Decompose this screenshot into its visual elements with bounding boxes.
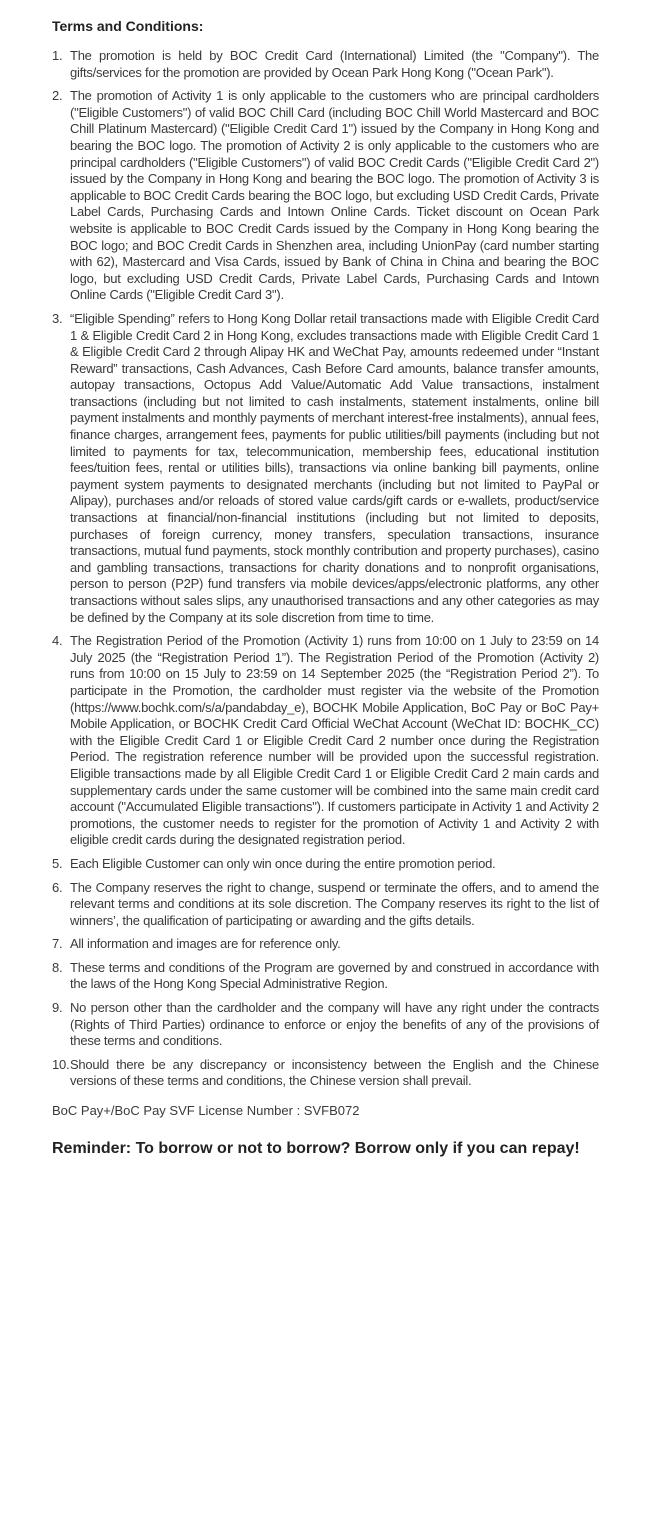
term-number: 4. (52, 633, 63, 649)
term-text: The Registration Period of the Promotion (Activity 1) runs from 10:00 on 1 July to 23:59 on 14 July 2025 (the “Registration Period 1”). The Registration Period of the Promotion (Activity 2) runs from 10:00 on 15 July to 23:59 on 14 September 2025 (the “Registration Period 2”). To participate in the Promotion, the cardholder must register via the website of the Promotion (https://www.bochk.com/s/a/pandabday_e), BOCHK Mobile Application, BoC Pay or BoC Pay+ Mobile Application, or BOCHK Credit Card Official WeChat Account (WeChat ID: BOCHK_CC) with the Eligible Credit Card 1 or Eligible Credit Card 2 number once during the Registration Period. The registration reference number will be provided upon the successful registration. Eligible transactions made by all Eligible Credit Card 1 or Eligible Credit Card 2 main cards and supplementary cards under the same customer will be combined into the same main credit card account ("Accumulated Eligible transactions"). If customers participate in Activity 1 and Activity 2 promotions, the customer needs to register for the promotion of Activity 1 and Activity 2 with eligible credit cards during the designated registration period. (70, 633, 599, 848)
terms-item (52, 48, 599, 81)
term-number: 2. (52, 88, 63, 104)
term-number: 9. (52, 1000, 63, 1016)
terms-item (52, 936, 599, 953)
term-number: 3. (52, 310, 63, 326)
term-text: The promotion of Activity 1 is only applicable to the customers who are principal cardholders ("Eligible Customers") of valid BOC Chill Card (including BOC Chill World Mastercard and BOC Chill Platinum Mastercard) ("Eligible Credit Card 1") issued by the Company in Hong Kong and bearing the BOC logo. The promotion of Activity 2 is only applicable to the customers who are principal cardholders ("Eligible Customers") of valid BOC Credit Cards ("Eligible Credit Card 2") issued by the Company in Hong Kong and bearing the BOC logo. The promotion of Activity 3 is applicable to BOC Credit Cards bearing the BOC logo, but excluding USD Credit Cards, Private Label Cards, Purchasing Cards and Intown Online Cards. Ticket discount on Ocean Park website is applicable to BOC Credit Cards issued by the Company in Hong Kong bearing the BOC logo; and BOC Credit Cards in Shenzhen area, including UnionPay (card number starting with 62), Mastercard and Visa Cards, issued by Bank of China in China and bearing the BOC logo, but excluding USD Credit Cards, Private Label Cards, Purchasing Cards and Intown Online Cards ("Eligible Credit Card 3"). (70, 88, 599, 303)
terms-item (52, 960, 599, 993)
term-number: 8. (52, 959, 63, 975)
term-number: 6. (52, 879, 63, 895)
terms-heading: Terms and Conditions: (52, 18, 204, 34)
term-text: These terms and conditions of the Program are governed by and construed in accordance with the laws of the Hong Kong Special Administrative Region. (70, 959, 599, 992)
term-text: All information and images are for reference only. (70, 936, 341, 952)
term-text: No person other than the cardholder and the company will have any right under the contracts (Rights of Third Parties) ordinance to enforce or enjoy the benefits of any of the provisions of these terms and conditions. (70, 1000, 599, 1049)
term-text: The Company reserves the right to change, suspend or terminate the offers, and to amend the relevant terms and conditions at its sole discretion. The Company reserves its right to the list of winners’, the qualification of participating or awarding and the gifts details. (70, 879, 599, 928)
term-text: Should there be any discrepancy or inconsistency between the English and the Chinese versions of these terms and conditions, the Chinese version shall prevail. (70, 1056, 599, 1089)
terms-item (52, 88, 599, 304)
term-number: 5. (52, 855, 63, 871)
terms-item (52, 311, 599, 626)
terms-item (52, 1000, 599, 1050)
term-number: 10. (52, 1056, 70, 1072)
borrowing-reminder: Reminder: To borrow or not to borrow? Borrow only if you can repay! (52, 1140, 580, 1158)
term-number: 1. (52, 48, 63, 63)
terms-list (52, 48, 599, 1090)
terms-item (52, 880, 599, 930)
term-text: “Eligible Spending” refers to Hong Kong Dollar retail transactions made with Eligible Credit Card 1 & Eligible Credit Card 2 in Hong Kong, excludes transactions made with Eligible Credit Card 1 & Eligible Credit Card 2 through Alipay HK and WeChat Pay, amounts redeemed under “Instant Reward” transactions, Cash Advances, Cash Before Card amounts, balance transfer amounts, autopay transactions, Octopus Add Value/Automatic Add Value transactions, instalment transactions (including but not limited to cash instalments, statement instalments, online bill payment instalments and monthly payments of merchant interest-free instalments), annual fees, finance charges, arrangement fees, payments for public utilities/bill payments (including but not limited to payments for tax, telecommunication, membership fees, educational institution fees/tuition fees, rental or utilities bills), transactions via online banking bill payments, online payment system payments to designated merchants (including but not limited to PayPal or Alipay), purchases and/or reloads of stored value cards/gift cards or e-wallets, product/service transactions at financial/non-financial institutions (including but not limited to deposits, purchases of foreign currency, money transfers, speculation transactions, insurance transactions, mutual fund payments, stock monthly contribution and property purchases), casino and gambling transactions, transactions for charity donations and to nonprofit organisations, person to person (P2P) fund transfers via mobile devices/apps/electronic platforms, any other transactions without sales slips, any unauthorised transactions and any other categories as may be defined by the Company at its sole discretion from time to time. (70, 310, 599, 625)
term-text: The promotion is held by BOC Credit Card (International) Limited (the "Company"). The gifts/services for the promotion are provided by Ocean Park Hong Kong ("Ocean Park"). (70, 48, 599, 80)
term-number: 7. (52, 936, 63, 952)
svf-license-number: BoC Pay+/BoC Pay SVF License Number : SVFB072 (52, 1103, 360, 1119)
terms-item (52, 1057, 599, 1090)
terms-item (52, 633, 599, 849)
term-text: Each Eligible Customer can only win once during the entire promotion period. (70, 855, 496, 871)
terms-item (52, 856, 599, 873)
